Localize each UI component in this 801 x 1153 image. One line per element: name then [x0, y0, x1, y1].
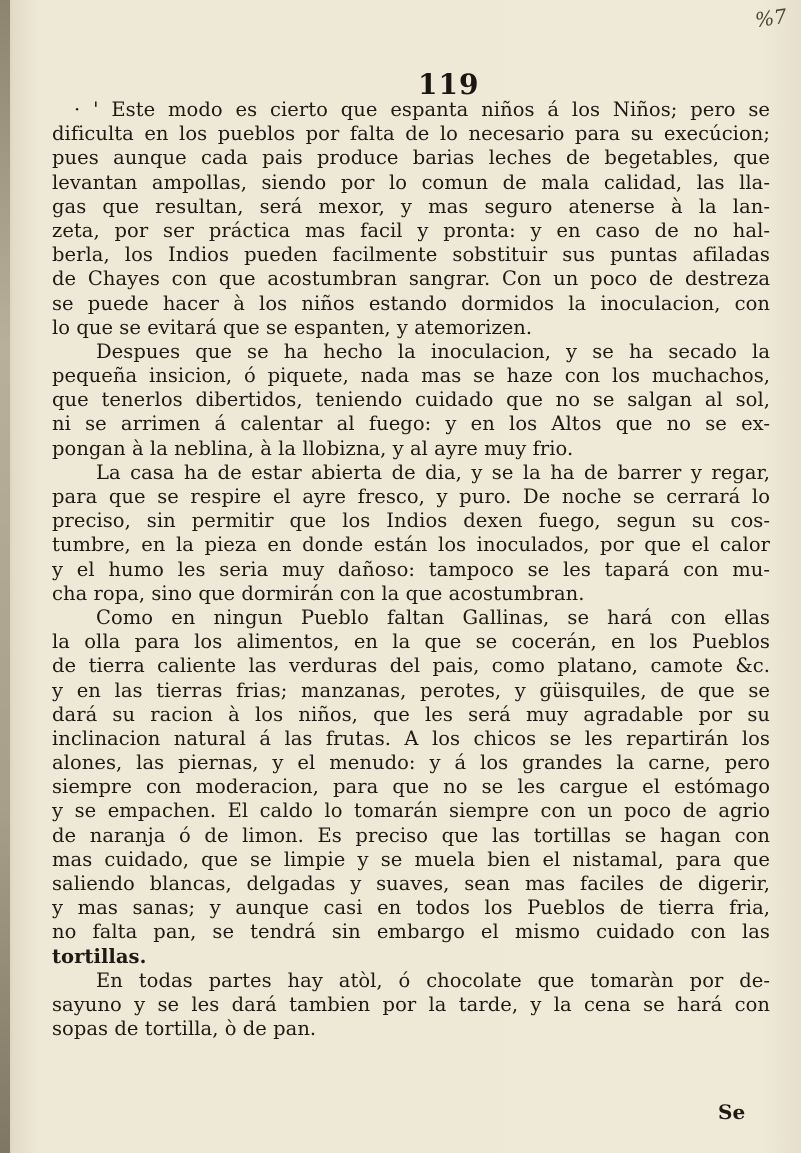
- body-text: [52, 98, 770, 1041]
- text-line: de Chayes con que acostumbran sangrar. Con un poco de destreza: [52, 267, 770, 291]
- text-line: se puede hacer à los niños estando dormidos la inoculacion, con: [52, 291, 770, 315]
- text-line: mas cuidado, que se limpie y se muela bien el nistamal, para que: [52, 847, 770, 871]
- text-line: berla, los Indios pueden facilmente sobstituir sus puntas afiladas: [52, 243, 770, 267]
- text-line: no falta pan, se tendrá sin embargo el mismo cuidado con las: [52, 920, 770, 944]
- text-line: siempre con moderacion, para que no se les cargue el estómago: [52, 775, 770, 799]
- text-line: Despues que se ha hecho la inoculacion, y se ha secado la: [96, 339, 770, 363]
- text-line: y en las tierras frias; manzanas, perotes, y güisquiles, de que se: [52, 678, 770, 702]
- text-line: zeta, por ser práctica mas facil y pronta: y en caso de no hal-: [52, 218, 770, 242]
- corner-handwritten-mark: %7: [753, 3, 789, 33]
- text-line: la olla para los alimentos, en la que se cocerán, en los Pueblos: [52, 630, 770, 654]
- text-line: En todas partes hay atòl, ó chocolate que tomaràn por de-: [96, 968, 770, 992]
- text-line: lo que se evitará que se espanten, y atemorizen.: [52, 315, 533, 339]
- text-line: dará su racion à los niños, que les será muy agradable por su: [52, 702, 770, 726]
- text-line: pequeña insicion, ó piquete, nada mas se haze con los muchachos,: [52, 364, 770, 388]
- text-line: dificulta en los pueblos por falta de lo necesario para su execúcion;: [52, 122, 770, 146]
- catchword: Se: [718, 1100, 746, 1124]
- text-line: Como en ningun Pueblo faltan Gallinas, se hará con ellas: [96, 605, 770, 629]
- text-line: ni se arrimen á calentar al fuego: y en los Altos que no se ex-: [52, 412, 770, 436]
- text-line: saliendo blancas, delgadas y suaves, sean mas faciles de digerir,: [52, 872, 770, 895]
- text-line: inclinacion natural á las frutas. A los chicos se les repartirán los: [52, 726, 770, 750]
- text-line: tumbre, en la pieza en donde están los inoculados, por que el calor: [52, 533, 770, 557]
- text-line: levantan ampollas, siendo por lo comun de mala calidad, las lla-: [52, 170, 770, 194]
- text-line: de naranja ó de limon. Es preciso que las tortillas se hagan con: [52, 823, 770, 847]
- page-spine-edge: [0, 0, 10, 1153]
- text-line: pues aunque cada pais produce barias leches de begetables, que: [52, 146, 770, 170]
- text-line: y mas sanas; y aunque casi en todos los Pueblos de tierra fria,: [52, 896, 770, 920]
- text-line: gas que resultan, será mexor, y mas seguro atenerse à la lan-: [52, 194, 770, 218]
- text-line: y el humo les seria muy dañoso: tampoco se les tapará con mu-: [52, 557, 770, 581]
- text-line: preciso, sin permitir que los Indios dexen fuego, segun su cos-: [52, 509, 770, 533]
- text-line: y se empachen. El caldo lo tomarán siempre con un poco de agrio: [52, 799, 770, 823]
- text-line: La casa ha de estar abierta de dia, y se la ha de barrer y regar,: [96, 460, 770, 484]
- text-line: para que se respire el ayre fresco, y puro. De noche se cerrará lo: [52, 485, 770, 508]
- text-line: sopas de tortilla, ò de pan.: [52, 1017, 317, 1041]
- text-line: alones, las piernas, y el menudo: y á los grandes la carne, pero: [52, 751, 770, 775]
- text-line: tortillas.: [52, 944, 147, 968]
- text-line: · ' Este modo es cierto que espanta niños á los Niños; pero se: [74, 98, 770, 121]
- text-line: que tenerlos dibertidos, teniendo cuidado que no se salgan al sol,: [52, 388, 770, 412]
- text-line: cha ropa, sino que dormirán con la que acostumbran.: [52, 581, 585, 605]
- page-number: 119: [418, 68, 480, 101]
- text-line: sayuno y se les dará tambien por la tarde, y la cena se hará con: [52, 992, 770, 1016]
- text-line: de tierra caliente las verduras del pais, como platano, camote &c.: [52, 654, 770, 678]
- text-line: pongan à la neblina, à la llobizna, y al ayre muy frio.: [52, 436, 574, 460]
